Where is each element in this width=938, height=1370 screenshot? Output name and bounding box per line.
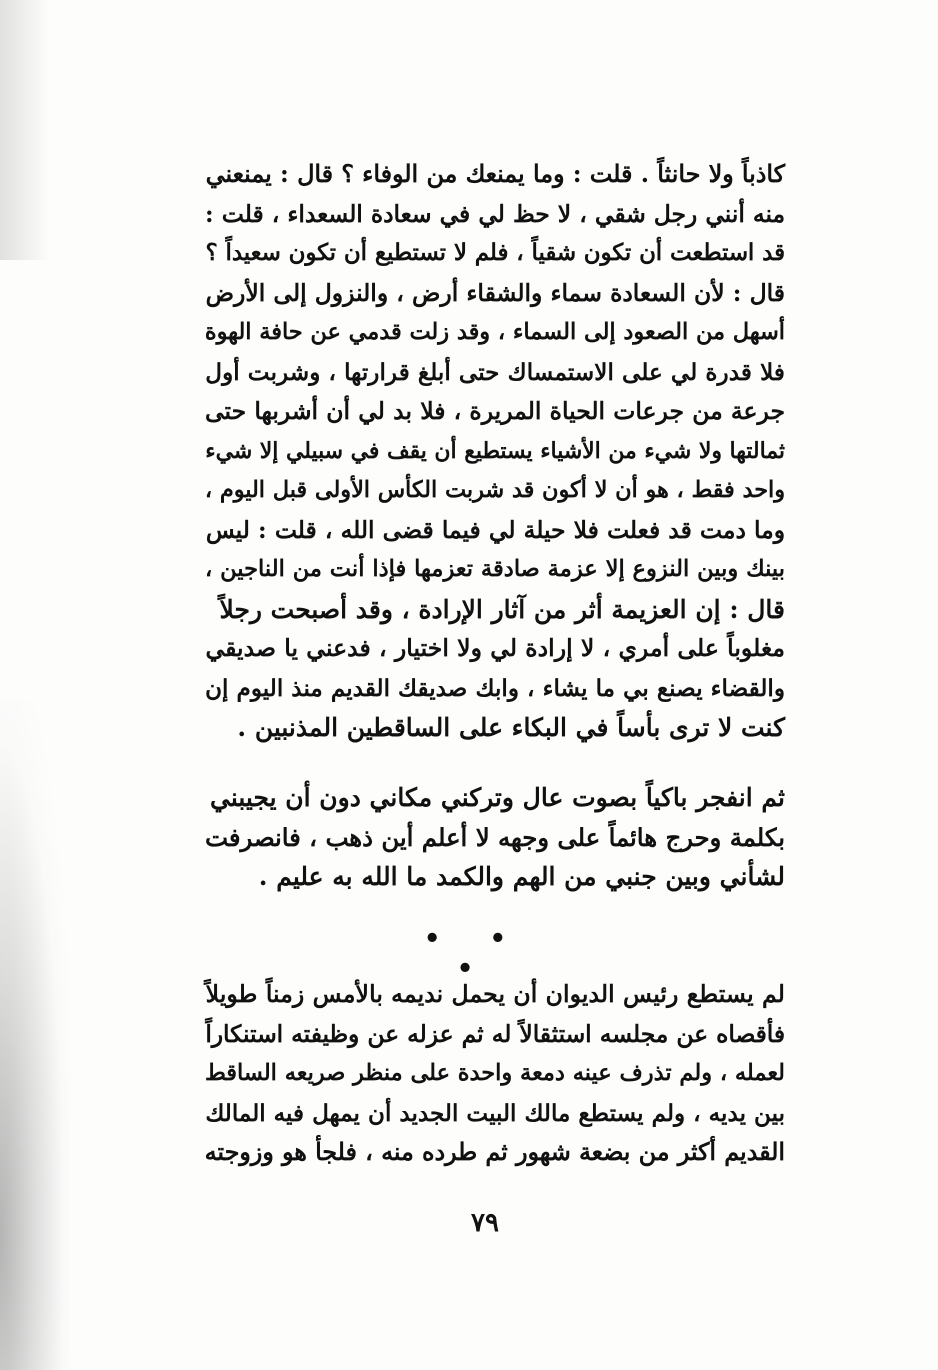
text-line: ثم انفجر باكياً بصوت عال وتركني مكاني دون أن يجيبني xyxy=(210,783,785,812)
text-line: القديم أكثر من بضعة شهور ثم طرده منه ، فلجأ هو وزوجته xyxy=(204,1138,785,1166)
text-line: منه أنني رجل شقي ، لا حظ لي في سعادة السعداء ، قلت : xyxy=(205,199,785,228)
text-line: قد استطعت أن تكون شقياً ، فلم لا تستطيع أن تكون سعيداً ؟ xyxy=(205,240,785,266)
text-line: ثمالتها ولا شيء من الأشياء يستطيع أن يقف في سبيلي إلا شيء xyxy=(205,437,785,464)
text-line: أسهل من الصعود إلى السماء ، وقد زلت قدمي عن حافة الهوة xyxy=(204,319,785,345)
text-line: وما دمت قد فعلت فلا حيلة لي فيما قضى الله ، قلت : ليس xyxy=(205,515,785,544)
text-line: بينك وبين النزوع إلا عزمة صادقة تعزمها فإذا أنت من الناجين ، xyxy=(205,556,785,582)
text-line: قال : لأن السعادة سماء والشقاء أرض ، والنزول إلى الأرض xyxy=(205,278,785,307)
text-line: كاذباً ولا حانثاً . قلت : وما يمنعك من الوفاء ؟ قال : يمنعني xyxy=(205,160,785,188)
paragraph-1 xyxy=(205,155,785,748)
text-line: لعمله ، ولم تذرف عينه دمعة واحدة على منظر صريعه الساقط xyxy=(204,1060,785,1086)
paragraph-3 xyxy=(205,975,785,1173)
scan-shadow-top xyxy=(0,0,50,260)
text-line: بكلمة وحرج هائماً على وجهه لا أعلم أين ذهب ، فانصرفت xyxy=(205,822,785,852)
text-line: جرعة من جرعات الحياة المريرة ، فلا بد لي أن أشربها حتى xyxy=(204,397,785,425)
paragraph-2 xyxy=(205,778,785,897)
text-line: واحد فقط ، هو أن لا أكون قد شربت الكأس الأولى قبل اليوم ، xyxy=(204,477,785,503)
text-line: والقضاء يصنع بي ما يشاء ، وابك صديقك القديم منذ اليوم إن xyxy=(205,674,785,702)
text-line: فأقصاه عن مجلسه استثقالاً له ثم عزله عن وظيفته استنكاراً xyxy=(205,1020,785,1048)
section-separator: • • • xyxy=(423,924,527,984)
text-line: مغلوباً على أمري ، لا إرادة لي ولا اختيار ، فدعني يا صديقي xyxy=(205,634,785,662)
scan-shadow-bottom xyxy=(0,700,70,1370)
text-line: قال : إن العزيمة أثر من آثار الإرادة ، وقد أصبحت رجلاً xyxy=(219,594,785,624)
text-line: فلا قدرة لي على الاستمساك حتى أبلغ قرارتها ، وشربت أول xyxy=(205,358,785,386)
text-line: كنت لا ترى بأساً في البكاء على الساقطين المذنبين . xyxy=(237,713,785,742)
page-number: ٧٩ xyxy=(471,1208,499,1238)
text-line: لشأني وبين جنبي من الهم والكمد ما الله به عليم . xyxy=(258,862,785,891)
text-line: لم يستطع رئيس الديوان أن يحمل نديمه بالأمس زمناً طويلاً xyxy=(205,980,785,1008)
text-line: بين يديه ، ولم يستطع مالك البيت الجديد أن يمهل فيه المالك xyxy=(205,1099,785,1127)
